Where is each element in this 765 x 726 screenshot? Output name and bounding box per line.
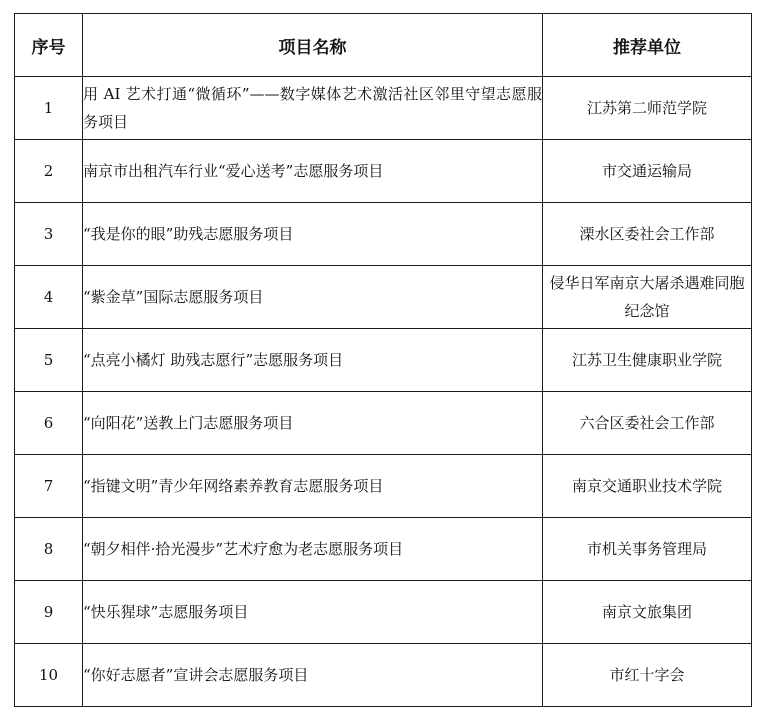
row-project-name: 用 AI 艺术打通“微循环”——数字媒体艺术激活社区邻里守望志愿服务项目 bbox=[83, 77, 543, 140]
table-row bbox=[15, 203, 752, 266]
row-number: 7 bbox=[15, 455, 83, 518]
row-recommending-unit: 六合区委社会工作部 bbox=[543, 392, 752, 455]
row-recommending-unit: 江苏第二师范学院 bbox=[543, 77, 752, 140]
row-number: 4 bbox=[15, 266, 83, 329]
row-number: 10 bbox=[15, 644, 83, 707]
table-row bbox=[15, 266, 752, 329]
header-recommending-unit: 推荐单位 bbox=[543, 14, 752, 77]
row-project-name: “你好志愿者”宣讲会志愿服务项目 bbox=[83, 644, 543, 707]
row-number: 5 bbox=[15, 329, 83, 392]
table-row bbox=[15, 140, 752, 203]
row-project-name: 南京市出租汽车行业“爱心送考”志愿服务项目 bbox=[83, 140, 543, 203]
table-row bbox=[15, 77, 752, 140]
table-row bbox=[15, 455, 752, 518]
row-project-name: “紫金草”国际志愿服务项目 bbox=[83, 266, 543, 329]
row-project-name: “点亮小橘灯 助残志愿行”志愿服务项目 bbox=[83, 329, 543, 392]
header-project-name: 项目名称 bbox=[83, 14, 543, 77]
row-recommending-unit: 溧水区委社会工作部 bbox=[543, 203, 752, 266]
row-project-name: “指键文明”青少年网络素养教育志愿服务项目 bbox=[83, 455, 543, 518]
row-number: 1 bbox=[15, 77, 83, 140]
table-row bbox=[15, 518, 752, 581]
row-project-name: “朝夕相伴·拾光漫步”艺术疗愈为老志愿服务项目 bbox=[83, 518, 543, 581]
row-recommending-unit: 市交通运输局 bbox=[543, 140, 752, 203]
project-table bbox=[14, 13, 752, 707]
row-number: 3 bbox=[15, 203, 83, 266]
row-number: 8 bbox=[15, 518, 83, 581]
header-number: 序号 bbox=[15, 14, 83, 77]
table-row bbox=[15, 392, 752, 455]
row-recommending-unit: 江苏卫生健康职业学院 bbox=[543, 329, 752, 392]
row-recommending-unit: 侵华日军南京大屠杀遇难同胞纪念馆 bbox=[543, 266, 752, 329]
table-header-row bbox=[15, 14, 752, 77]
table-row bbox=[15, 644, 752, 707]
row-number: 2 bbox=[15, 140, 83, 203]
table-row bbox=[15, 581, 752, 644]
table-row bbox=[15, 329, 752, 392]
row-recommending-unit: 南京文旅集团 bbox=[543, 581, 752, 644]
row-project-name: “向阳花”送教上门志愿服务项目 bbox=[83, 392, 543, 455]
row-project-name: “快乐猩球”志愿服务项目 bbox=[83, 581, 543, 644]
row-recommending-unit: 南京交通职业技术学院 bbox=[543, 455, 752, 518]
row-number: 9 bbox=[15, 581, 83, 644]
row-number: 6 bbox=[15, 392, 83, 455]
row-project-name: “我是你的眼”助残志愿服务项目 bbox=[83, 203, 543, 266]
row-recommending-unit: 市机关事务管理局 bbox=[543, 518, 752, 581]
row-recommending-unit: 市红十字会 bbox=[543, 644, 752, 707]
